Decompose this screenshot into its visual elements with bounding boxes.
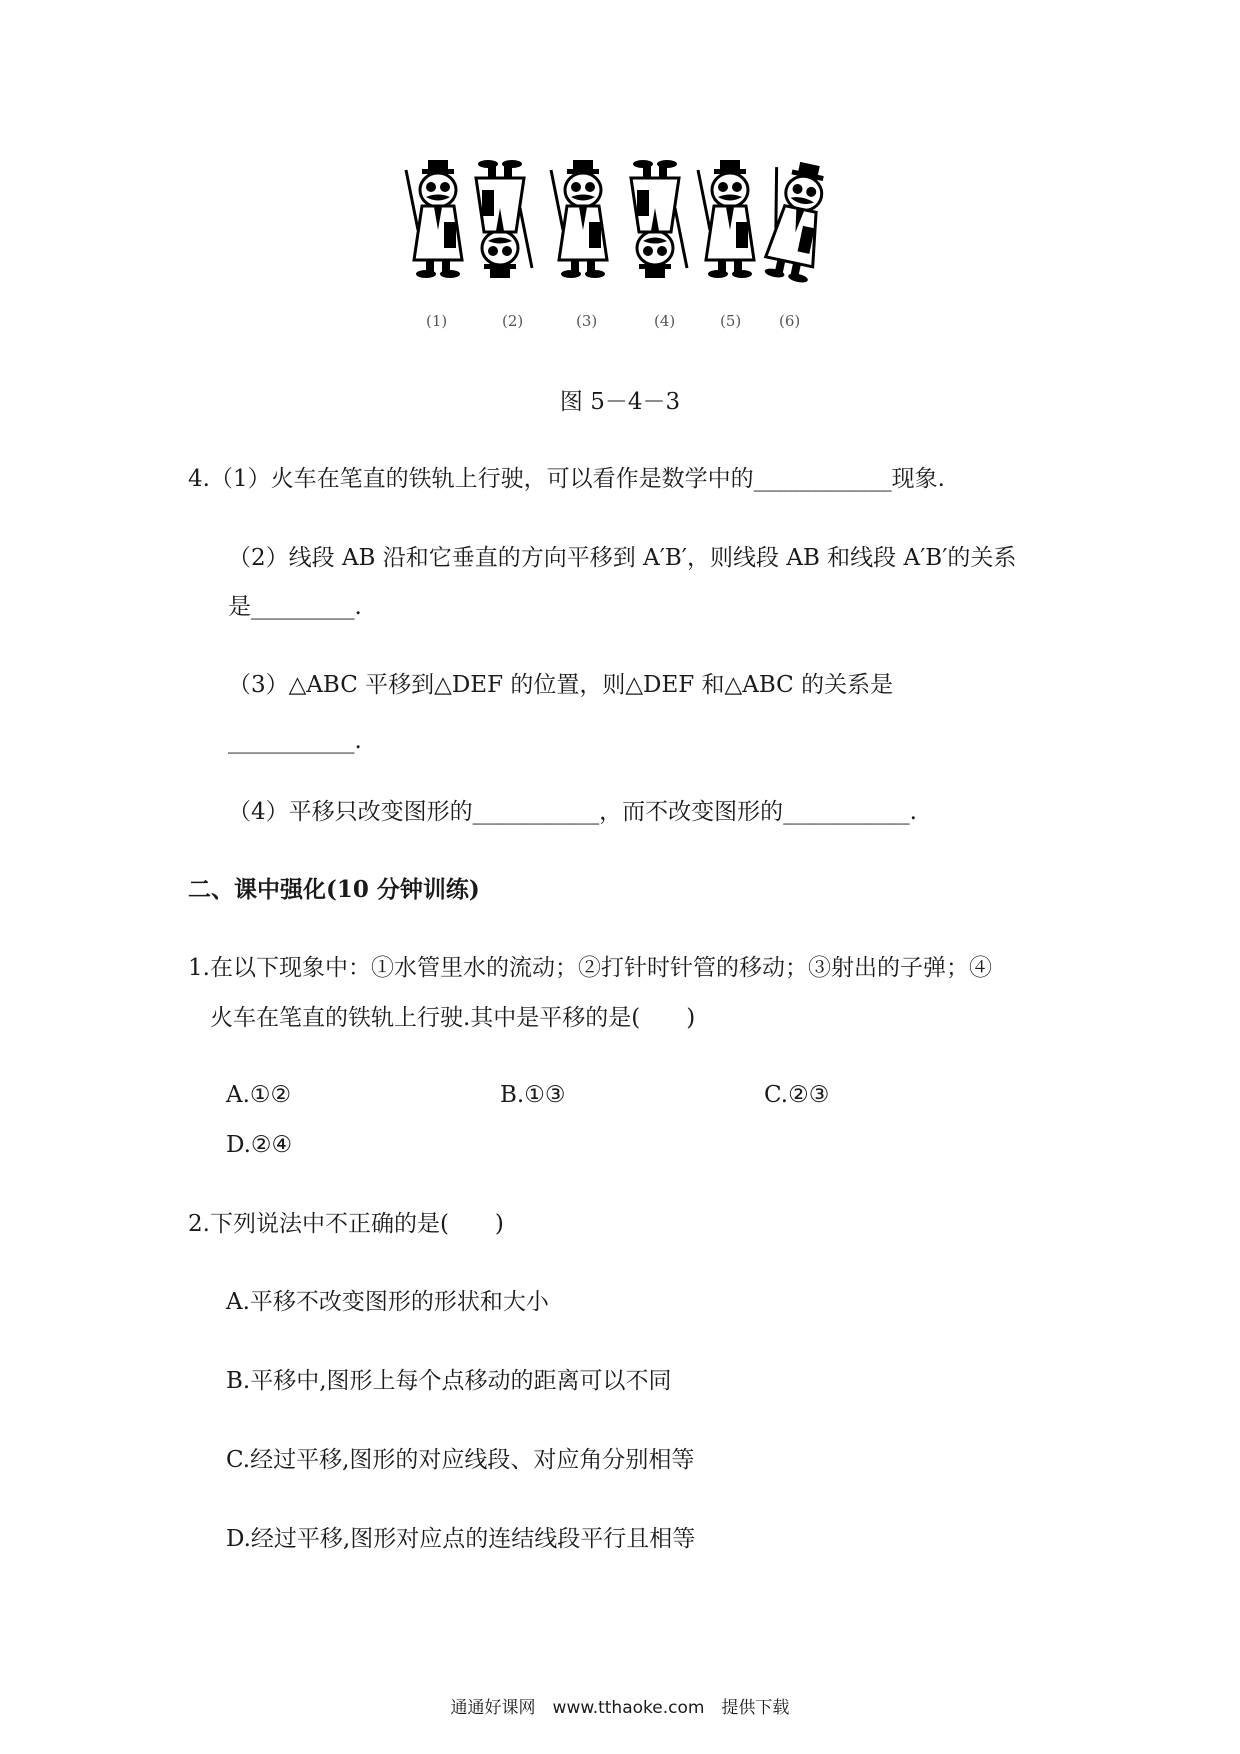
figure-label-6: (6) <box>779 312 801 330</box>
figure-label-1: (1) <box>426 312 448 330</box>
q4-part3-line2: ___________. <box>228 728 362 754</box>
q2-option-b: B.平移中,图形上每个点移动的距离可以不同 <box>226 1368 672 1394</box>
cartoon-figure-5 <box>698 160 754 278</box>
cartoon-figure-1 <box>406 160 462 278</box>
figure-caption: 图 5－4－3 <box>559 389 681 415</box>
q4-part4: （4）平移只改变图形的___________，而不改变图形的___________. <box>228 799 917 825</box>
figure-5-4-3 <box>398 160 898 335</box>
q1-stem-line1: 1.在以下现象中：①水管里水的流动；②打针时针管的移动；③射出的子弹；④ <box>188 955 992 981</box>
q4-part1: 4.（1）火车在笔直的铁轨上行驶，可以看作是数学中的____________现象. <box>188 466 945 492</box>
section-heading: 二、课中强化(10 分钟训练) <box>188 876 480 903</box>
cartoon-figure-3 <box>551 160 607 278</box>
cartoon-figure-4 <box>631 160 687 278</box>
figure-label-2: (2) <box>502 312 524 330</box>
q4-part2-line1: （2）线段 AB 沿和它垂直的方向平移到 A′B′，则线段 AB 和线段 A′B′的关系 <box>228 545 1017 571</box>
q1-option-c: C.②③ <box>764 1082 830 1108</box>
figure-label-4: (4) <box>654 312 676 330</box>
q4-part2-line2: 是_________. <box>228 594 362 620</box>
figure-label-3: (3) <box>576 312 598 330</box>
q2-stem: 2.下列说法中不正确的是( ) <box>188 1211 504 1237</box>
q1-option-b: B.①③ <box>500 1082 566 1108</box>
q2-option-c: C.经过平移,图形的对应线段、对应角分别相等 <box>226 1447 695 1473</box>
q2-option-a: A.平移不改变图形的形状和大小 <box>226 1289 549 1315</box>
q1-option-a: A.①② <box>226 1082 292 1108</box>
cartoon-figure-2 <box>476 160 532 278</box>
q4-part3-line1: （3）△ABC 平移到△DEF 的位置，则△DEF 和△ABC 的关系是 <box>228 672 894 698</box>
page-footer: 通通好课网 www.tthaoke.com 提供下载 <box>450 1698 790 1718</box>
q2-option-d: D.经过平移,图形对应点的连结线段平行且相等 <box>226 1526 696 1552</box>
cartoon-figures-illustration <box>398 160 898 335</box>
q1-option-d: D.②④ <box>226 1132 293 1158</box>
figure-label-5: (5) <box>720 312 742 330</box>
q1-stem-line2: 火车在笔直的铁轨上行驶.其中是平移的是( ) <box>210 1005 696 1031</box>
cartoon-figure-6 <box>754 160 833 284</box>
